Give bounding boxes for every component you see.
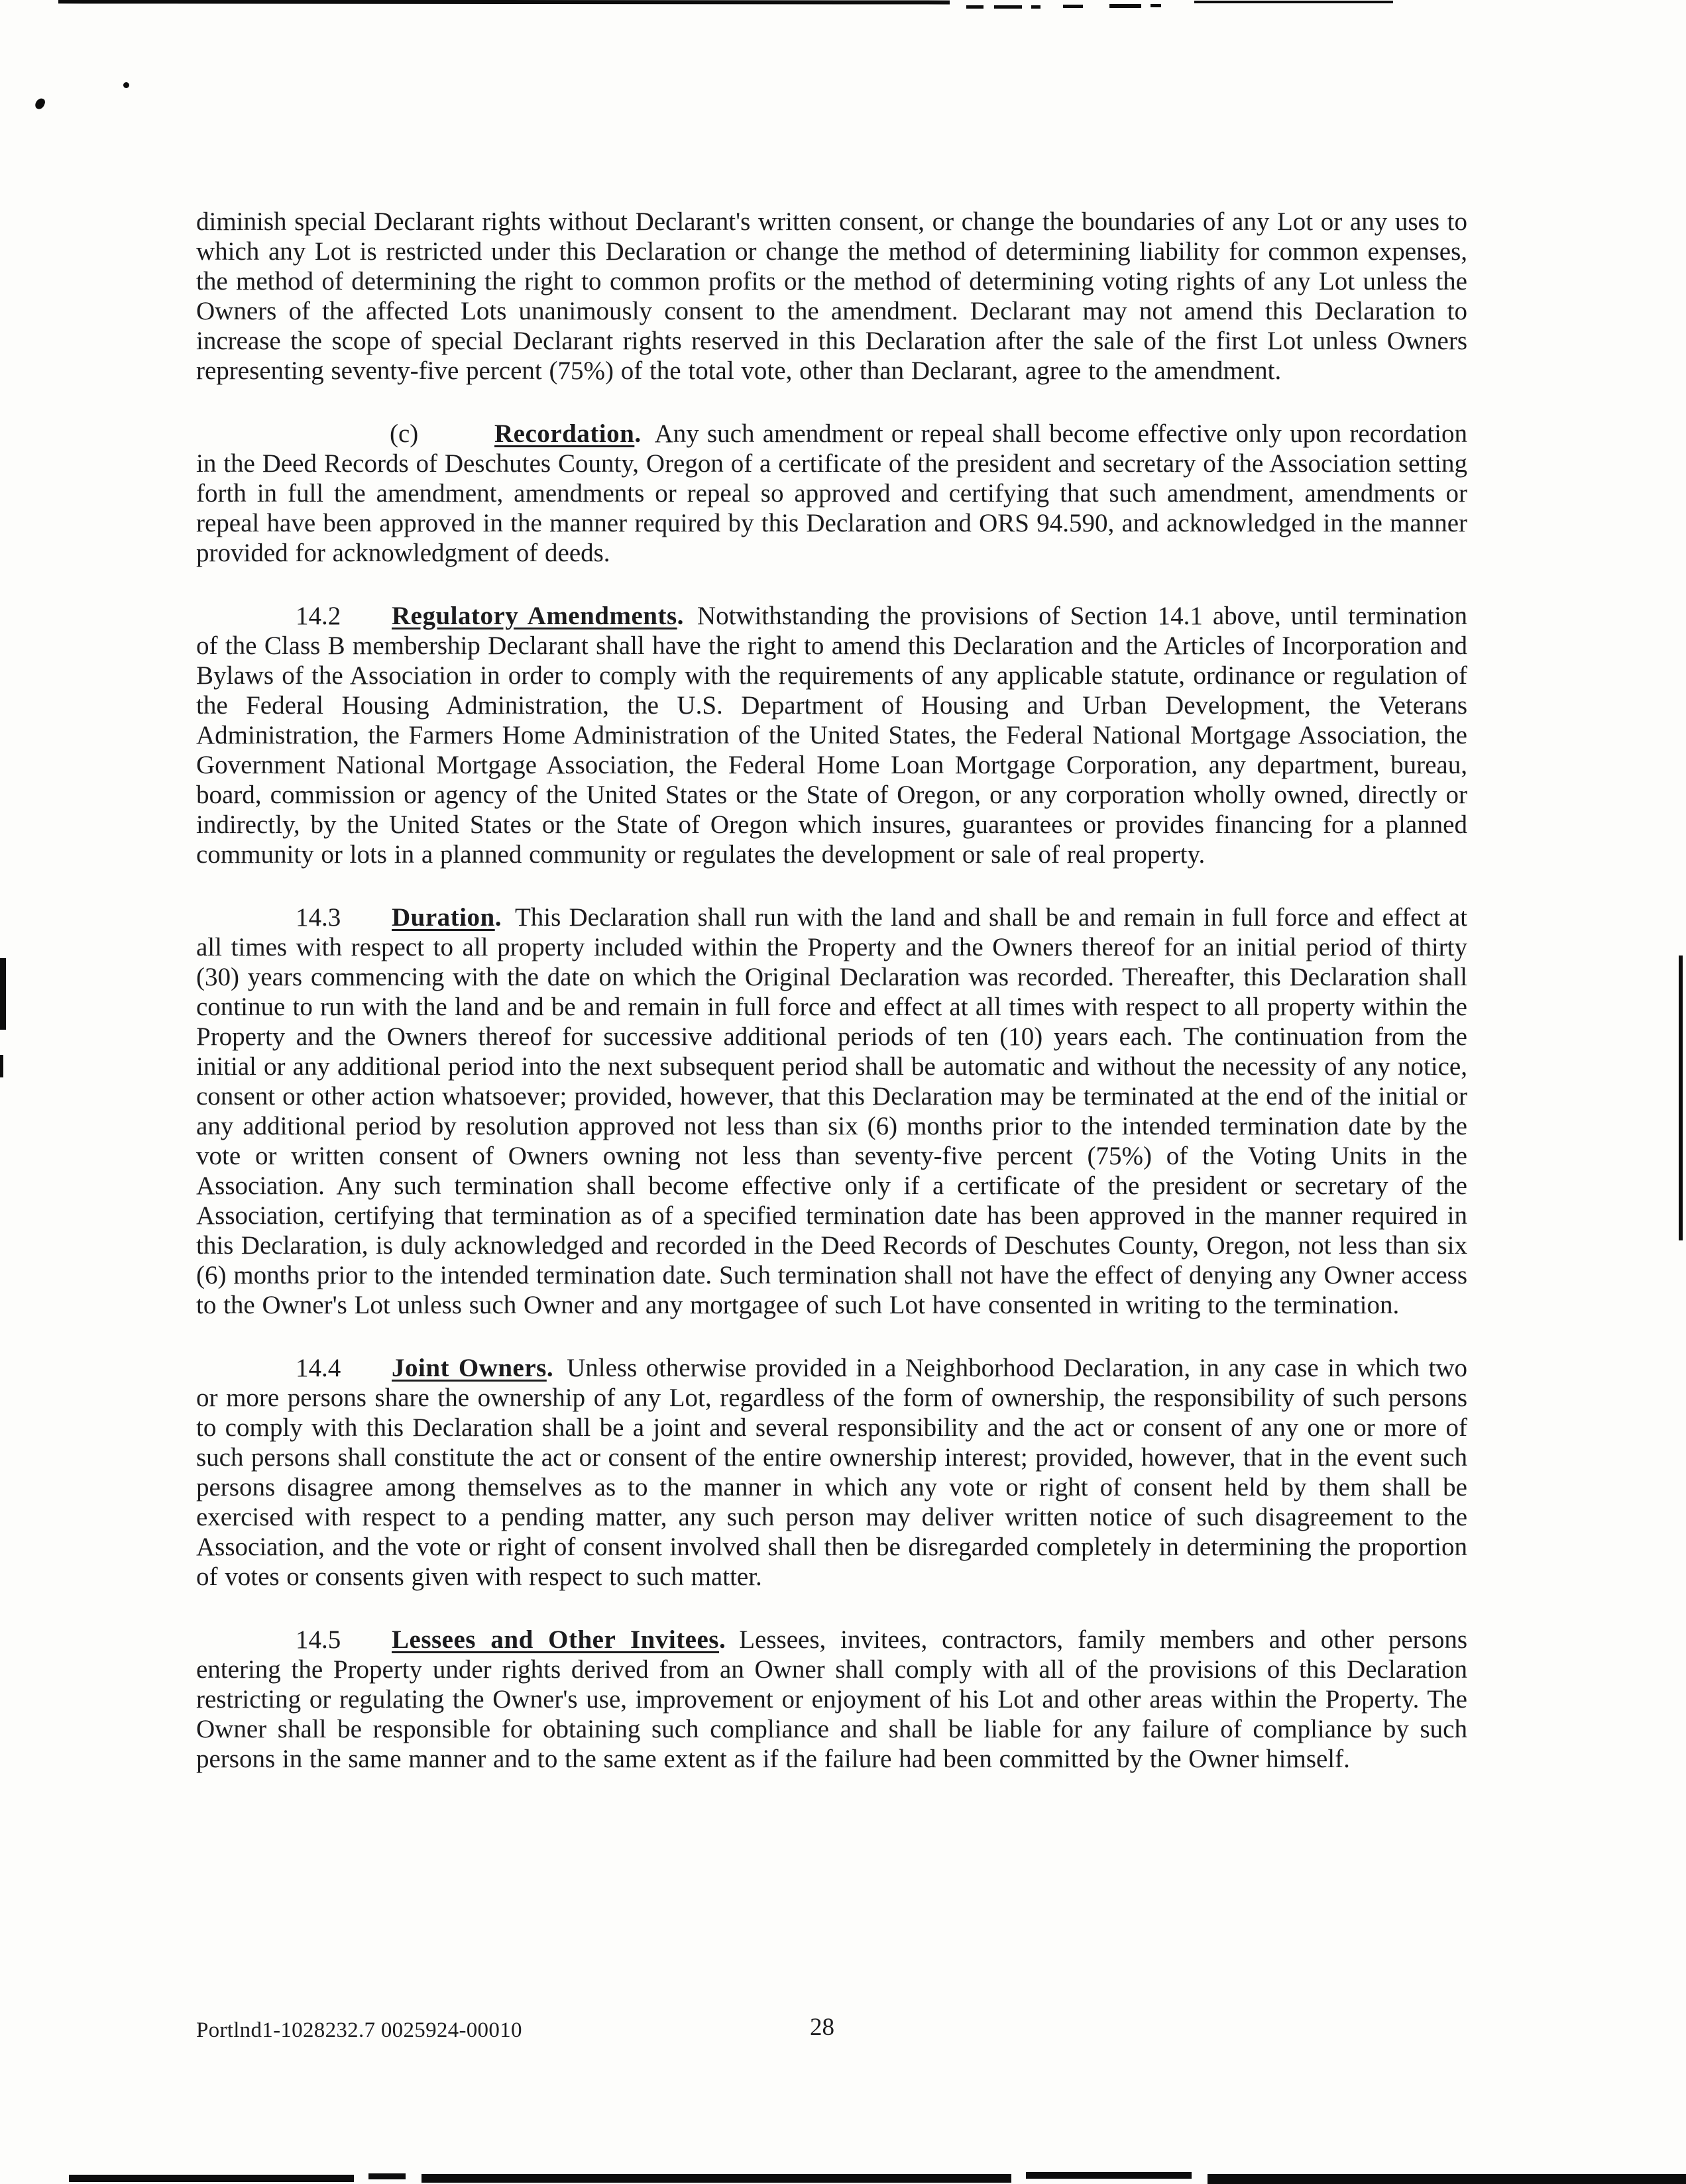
section-number: 14.4 [296, 1354, 341, 1382]
section-heading-punct: . [494, 903, 502, 932]
section-text: Notwithstanding the provisions of Section 14.1 above, until termination of the Class B membership Declarant shall have the right to amend this Declaration and the Articles of Incorporation and Bylaws of the Association in order to comply with the requirements of any applicable statute, ordinance or regulation of the Federal Housing Administration, the U.S. Department of Housing and Urban Development, the Veterans Administration, the Farmers Home Administration of the United States, the Federal National Mortgage Association, the Government National Mortgage Association, the Federal Home Loan Mortgage Corporation, any department, bureau, board, commission or agency of the United States or the State of Oregon, or any corporation wholly owned, directly or indirectly, by the United States or the State of Oregon which insures, guarantees or provides financing for a planned community or lots in a planned community or regulates the development or sale of real property. [196, 602, 1468, 869]
section-number: 14.2 [296, 602, 341, 630]
section-heading [392, 1625, 726, 1654]
section-number: 14.3 [296, 903, 341, 932]
section-heading-text: Regulatory Amendments [392, 602, 677, 630]
paragraph-section-14-2 [196, 601, 1467, 869]
scan-artifact-top-dash [1063, 5, 1083, 8]
section-text: Lessees, invitees, contractors, family members and other persons entering the Property under rights derived from an Owner shall comply with all of the provisions of this Declaration restricting or regulating the Owner's use, improvement or enjoyment of his Lot and other areas within the Property. The Owner shall be responsible for obtaining such compliance and shall be liable for any failure of compliance by such persons in the same manner and to the same extent as if the failure had been committed by the Owner himself. [196, 1625, 1467, 1773]
scan-artifact-left-edge [0, 1055, 3, 1077]
paragraph-section-14-5 [196, 1625, 1467, 1774]
clause-heading-text: Recordation [494, 419, 635, 448]
scan-artifact-bottom-bar [422, 2174, 1011, 2183]
clause-heading-punct: . [634, 419, 642, 448]
scan-artifact-bottom-bar [368, 2173, 406, 2179]
scan-artifact-top-dash [1109, 4, 1141, 8]
paragraph-amendment-limits: diminish special Declarant rights without Declarant's written consent, or change the boundaries of any Lot or any uses to which any Lot is restricted under this Declaration or change the method of determining liability for common expenses, the method of determining the right to common profits or the method of determining voting rights of any Lot unless the Owners of the affected Lots unanimously consent to the amendment. Declarant may not amend this Declaration to increase the scope of special Declarant rights reserved in this Declaration after the sale of the first Lot unless Owners representing seventy-five percent (75%) of the total vote, other than Declarant, agree to the amendment. [196, 207, 1467, 385]
section-heading [392, 602, 684, 630]
section-number: 14.5 [296, 1625, 341, 1654]
section-text: This Declaration shall run with the land and shall be and remain in full force and effect at all times with respect to all property included within the Property and the Owners thereof for an initial period of thirty (30) years commencing with the date on which the Original Declaration was recorded. Thereafter, this Declaration shall continue to run with the land and be and remain in full force and effect at all times with respect to all property within the Property and the Owners thereof for successive additional periods of ten (10) years each. The continuation from the initial or any additional period into the next subsequent period shall be automatic and without the necessity of any notice, consent or other action whatsoever; provided, however, that this Declaration may be terminated at the end of the initial or any additional period by resolution approved not less than six (6) months prior to the intended termination date by the vote or written consent of Owners owning not less than seventy-five percent (75%) of the Voting Units in the Association. Any such termination shall become effective only if a certificate of the president or secretary of the Association, certifying that termination as of a specified termination date has been approved in the manner required in this Declaration, is duly acknowledged and recorded in the Deed Records of Deschutes County, Oregon, not less than six (6) months prior to the intended termination date. Such termination shall not have the effect of denying any Owner access to the Owner's Lot unless such Owner and any mortgagee of such Lot have consented in writing to the termination. [196, 903, 1467, 1319]
section-heading-punct: . [546, 1354, 554, 1382]
section-heading-text: Joint Owners [392, 1354, 547, 1382]
section-heading [392, 903, 502, 932]
scan-artifact-top-dash [1031, 5, 1040, 9]
scan-artifact-top-line [1194, 1, 1393, 3]
scan-artifact-top-dash [1151, 4, 1161, 7]
clause-text: Any such amendment or repeal shall become effective only upon recordation in the Deed Records of Deschutes County, Oregon of a certificate of the president and secretary of the Association setting forth in full the amendment, amendments or repeal so approved and certifying that such amendment, amendments or repeal have been approved in the manner required by this Declaration and ORS 94.590, and acknowledged in the manner provided for acknowledgment of deeds. [196, 419, 1467, 567]
section-heading-punct: . [677, 602, 684, 630]
scan-artifact-bottom-bar [1208, 2174, 1686, 2184]
section-heading-punct: . [718, 1625, 726, 1654]
clause-label: (c) [390, 419, 419, 448]
document-body [196, 207, 1467, 1807]
section-heading-text: Lessees and Other Invitees [392, 1625, 719, 1654]
scan-artifact-top-dash [994, 5, 1022, 9]
scan-artifact-ink-speck [34, 97, 46, 111]
paragraph-recordation [196, 419, 1467, 568]
scan-artifact-bottom-bar [1026, 2172, 1192, 2179]
scan-artifact-ink-speck [123, 82, 129, 88]
footer-document-reference: Portlnd1-1028232.7 0025924-00010 [196, 2018, 522, 2042]
paragraph-section-14-3 [196, 902, 1467, 1320]
scan-artifact-bottom-bar [69, 2175, 354, 2182]
section-heading [392, 1354, 553, 1382]
section-heading-text: Duration [392, 903, 495, 932]
scan-artifact-left-edge [0, 958, 6, 1030]
paragraph-section-14-4 [196, 1353, 1467, 1592]
clause-heading [494, 419, 642, 448]
page-number: 28 [810, 2014, 834, 2041]
scan-artifact-top-dash [966, 5, 984, 9]
scan-artifact-right-edge [1679, 956, 1683, 1240]
section-text: Unless otherwise provided in a Neighborhood Declaration, in any case in which two or more persons share the ownership of any Lot, regardless of the form of ownership, the responsibility of such persons to comply with this Declaration shall be a joint and several responsibility and the act or consent of any one or more of such persons shall constitute the act or consent of the entire ownership interest; provided, however, that in the event such persons disagree among themselves as to the manner in which any vote or right of consent held by them shall be exercised with respect to a pending matter, any such person may deliver written notice of such disagreement to the Association, and the vote or right of consent involved shall then be disregarded completely in determining the proportion of votes or consents given with respect to such matter. [196, 1354, 1467, 1591]
scan-artifact-top-line [58, 0, 950, 5]
